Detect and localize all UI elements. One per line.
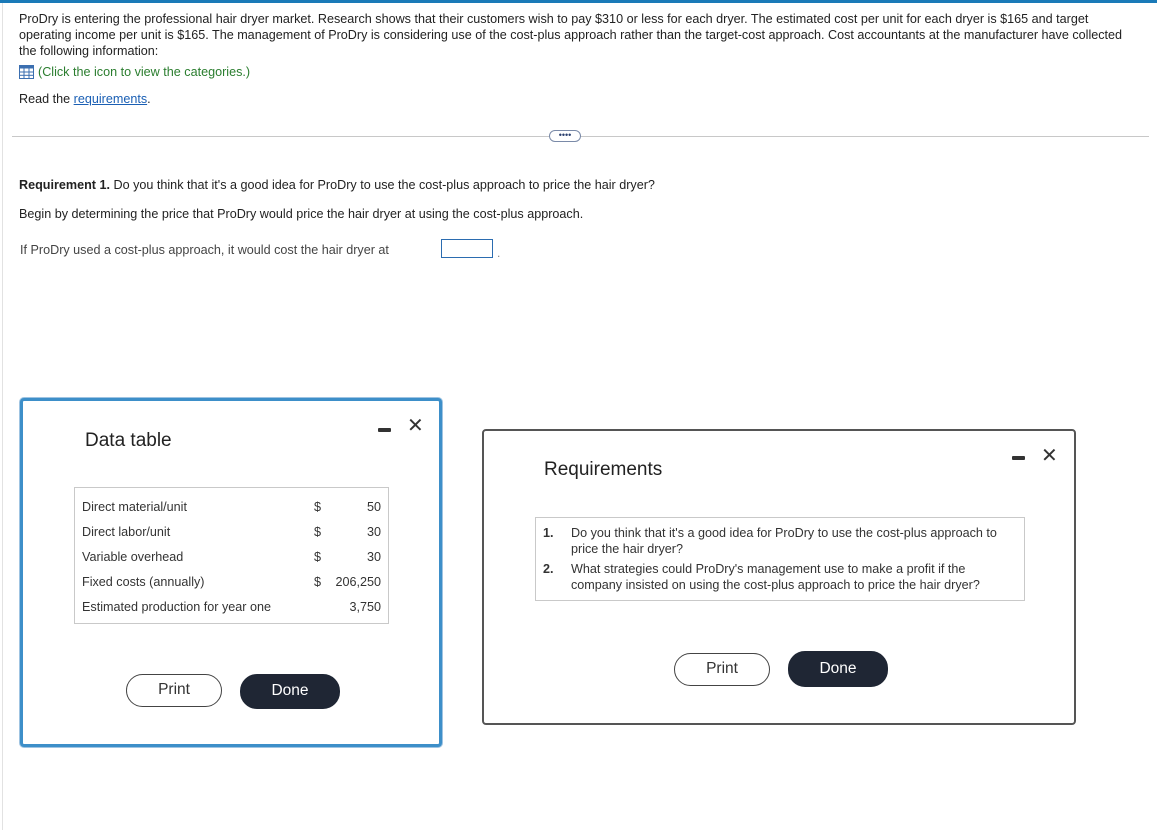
table-row [75,550,388,570]
table-row [75,575,388,595]
row-value: 50 [366,500,381,514]
categories-link[interactable] [19,65,250,79]
row-value: 3,750 [349,600,381,614]
requirements-list [535,517,1025,601]
close-icon[interactable]: ✕ [407,415,424,437]
row-label: Estimated production for year one [82,600,272,614]
item-text: What strategies could ProDry's management use to make a profit if the company insisted on using the cost-plus approach to price the hair dryer? [571,562,980,592]
read-requirements-line [19,92,151,106]
requirement-1-text: Do you think that it's a good idea for ProDry to use the cost-plus approach to price the hair dryer? [109,178,655,192]
done-button[interactable]: Done [240,674,340,709]
row-currency: $ [314,525,322,539]
row-currency: $ [314,575,322,589]
row-label: Direct material/unit [82,500,187,514]
table-row [75,525,388,545]
minimize-icon[interactable] [378,428,391,432]
row-value: 30 [366,550,381,564]
item-number: 2. [543,562,554,576]
list-item [543,561,1013,595]
answer-period: . [497,246,501,260]
row-label: Direct labor/unit [82,525,171,539]
data-table [74,487,389,624]
row-value: 30 [366,525,381,539]
table-row [75,600,388,620]
row-currency: $ [314,500,322,514]
cost-plus-prompt: If ProDry used a cost-plus approach, it would cost the hair dryer at [20,243,389,257]
done-button[interactable]: Done [788,651,888,687]
row-label: Variable overhead [82,550,184,564]
row-value: 206,250 [335,575,381,589]
close-icon[interactable]: ✕ [1041,445,1058,467]
problem-intro-text: ProDry is entering the professional hair dryer market. Research shows that their customers wish to pay $310 or less for each dryer. The estimated cost per unit for each dryer is $165 and target operating income per unit is $165. The management of ProDry is considering use of the cost-plus approach rather than the target-cost approach. Cost accountants at the manufacturer have collected the following information: [19,12,1123,58]
minimize-icon[interactable] [1012,456,1025,460]
requirements-window [482,429,1076,725]
read-prefix: Read the [19,92,74,106]
row-label: Fixed costs (annually) [82,575,205,589]
categories-link-label[interactable]: (Click the icon to view the categories.) [38,65,251,79]
requirement-1-label: Requirement 1. [19,178,110,192]
row-currency: $ [314,550,322,564]
expand-more-button[interactable]: •••• [549,130,581,142]
begin-instruction: Begin by determining the price that ProDry would price the hair dryer at using the cost-plus approach. [19,207,584,221]
item-text: Do you think that it's a good idea for ProDry to use the cost-plus approach to price the hair dryer? [571,526,997,556]
cost-plus-price-input[interactable] [441,239,493,258]
requirement-1-question [19,178,655,192]
data-table-title: Data table [85,430,172,451]
table-row [75,500,388,520]
left-border-line [2,3,3,830]
table-grid-icon[interactable] [19,65,34,79]
item-number: 1. [543,526,554,540]
requirements-title: Requirements [544,459,663,480]
list-item [543,525,1013,559]
data-table-window [20,398,442,747]
requirements-link[interactable]: requirements [73,92,148,106]
print-button[interactable]: Print [674,653,770,686]
print-button[interactable]: Print [126,674,222,707]
read-suffix: . [147,92,151,106]
top-accent-bar [0,0,1157,3]
